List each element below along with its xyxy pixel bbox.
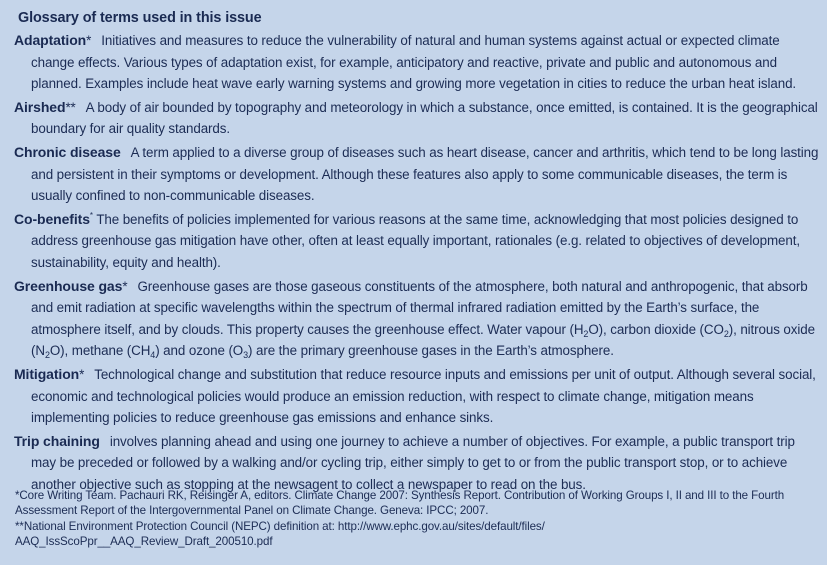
definition: Initiatives and measures to reduce the vulnerability of natural and human systems against actual or expected climate change effects. Various types of adaptation exist, for example, anticipatory and reactive, private and public and autonomous and planned. Examples include heat wave early warning systems and growing more vegetation in cities to reduce the urban heat island.	[31, 33, 797, 92]
footnotes	[15, 488, 823, 550]
glossary-title: Glossary of terms used in this issue	[18, 10, 262, 26]
footnote-mark: *	[79, 366, 85, 382]
definition: involves planning ahead and using one journey to achieve a number of objectives. For example, a public transport trip may be preceded or followed by a walking and/or cycling trip, either simply to get to or from the public transport stop, or to achieve another objective such as stopping at the newsagent to collect a newspaper to read on the bus.	[31, 433, 795, 492]
footnote-mark: *	[89, 210, 93, 220]
term: Trip chaining	[14, 432, 100, 449]
term: Co-benefits	[14, 210, 90, 227]
definition: A body of air bounded by topography and meteorology in which a substance, once emitted, is contained. It is the geographical boundary for air quality standards.	[31, 99, 818, 137]
term: Chronic disease	[14, 143, 121, 160]
glossary-entry-adaptation	[14, 30, 822, 95]
glossary-entry-co-benefits	[14, 209, 822, 274]
term: Mitigation	[14, 365, 80, 382]
footnote-nepc: **National Environment Protection Council (NEPC) definition at: http://www.ephc.gov.au/sites/default/files/	[15, 519, 545, 533]
glossary-entry-greenhouse-gas	[14, 276, 822, 362]
term: Adaptation	[14, 32, 87, 48]
definition: Greenhouse gases are those gaseous constituents of the atmosphere, both natural and anthropogenic, that absorb and emit radiation at specific wavelengths within the spectrum of thermal infrared radiation emitted by the Earth’s surface, the atmosphere itself, and by clouds. This property causes the greenhouse effect. Water vapour $(H_2O)$, carbon dioxide $(CO_2)$, nitrous oxide $(N_2O)$, methane $(CH_4)$ and ozone $(O_3)$ are the primary greenhouse gases in the Earth’s atmosphere.	[31, 278, 815, 361]
footnote-nepc-url: AAQ_IssScoPpr__AAQ_Review_Draft_200510.pdf	[15, 535, 273, 549]
footnote-mark: **	[65, 99, 76, 115]
glossary-list	[14, 30, 822, 497]
definition: The benefits of policies implemented for various reasons at the same time, acknowledging that most policies designed to address greenhouse gas mitigation have other, often at least equally important, rationales (e.g. related to objectives of development, sustainability, equity and health).	[31, 211, 800, 270]
definition: Technological change and substitution that reduce resource inputs and emissions per unit of output. Although several social, economic and technological policies would produce an emission reduction, with respect to climate change, mitigation means implementing policies to reduce greenhouse gas emissions and enhance sinks.	[31, 366, 816, 426]
term: Airshed	[14, 98, 66, 115]
glossary-entry-trip-chaining	[14, 431, 822, 496]
footnote-mark: *	[86, 33, 92, 48]
term: Greenhouse gas	[14, 277, 123, 294]
glossary-entry-chronic-disease	[14, 142, 822, 207]
glossary-entry-mitigation	[14, 364, 822, 429]
footnote-ipcc: *Core Writing Team. Pachauri RK, Reisinger A, editors. Climate Change 2007: Synthesis Report. Contribution of Working Groups I, II and III to the Fourth Assessment Report of the Intergovernmental Panel on Climate Change. Geneva: IPCC; 2007.	[15, 489, 785, 518]
definition: A term applied to a diverse group of diseases such as heart disease, cancer and arthritis, which tend to be long lasting and persistent in their symptoms or development. Although these features also apply to some communicable diseases, the term is usually confined to non-communicable diseases.	[31, 144, 819, 204]
footnote-mark: *	[122, 278, 128, 294]
glossary-entry-airshed	[14, 97, 822, 140]
